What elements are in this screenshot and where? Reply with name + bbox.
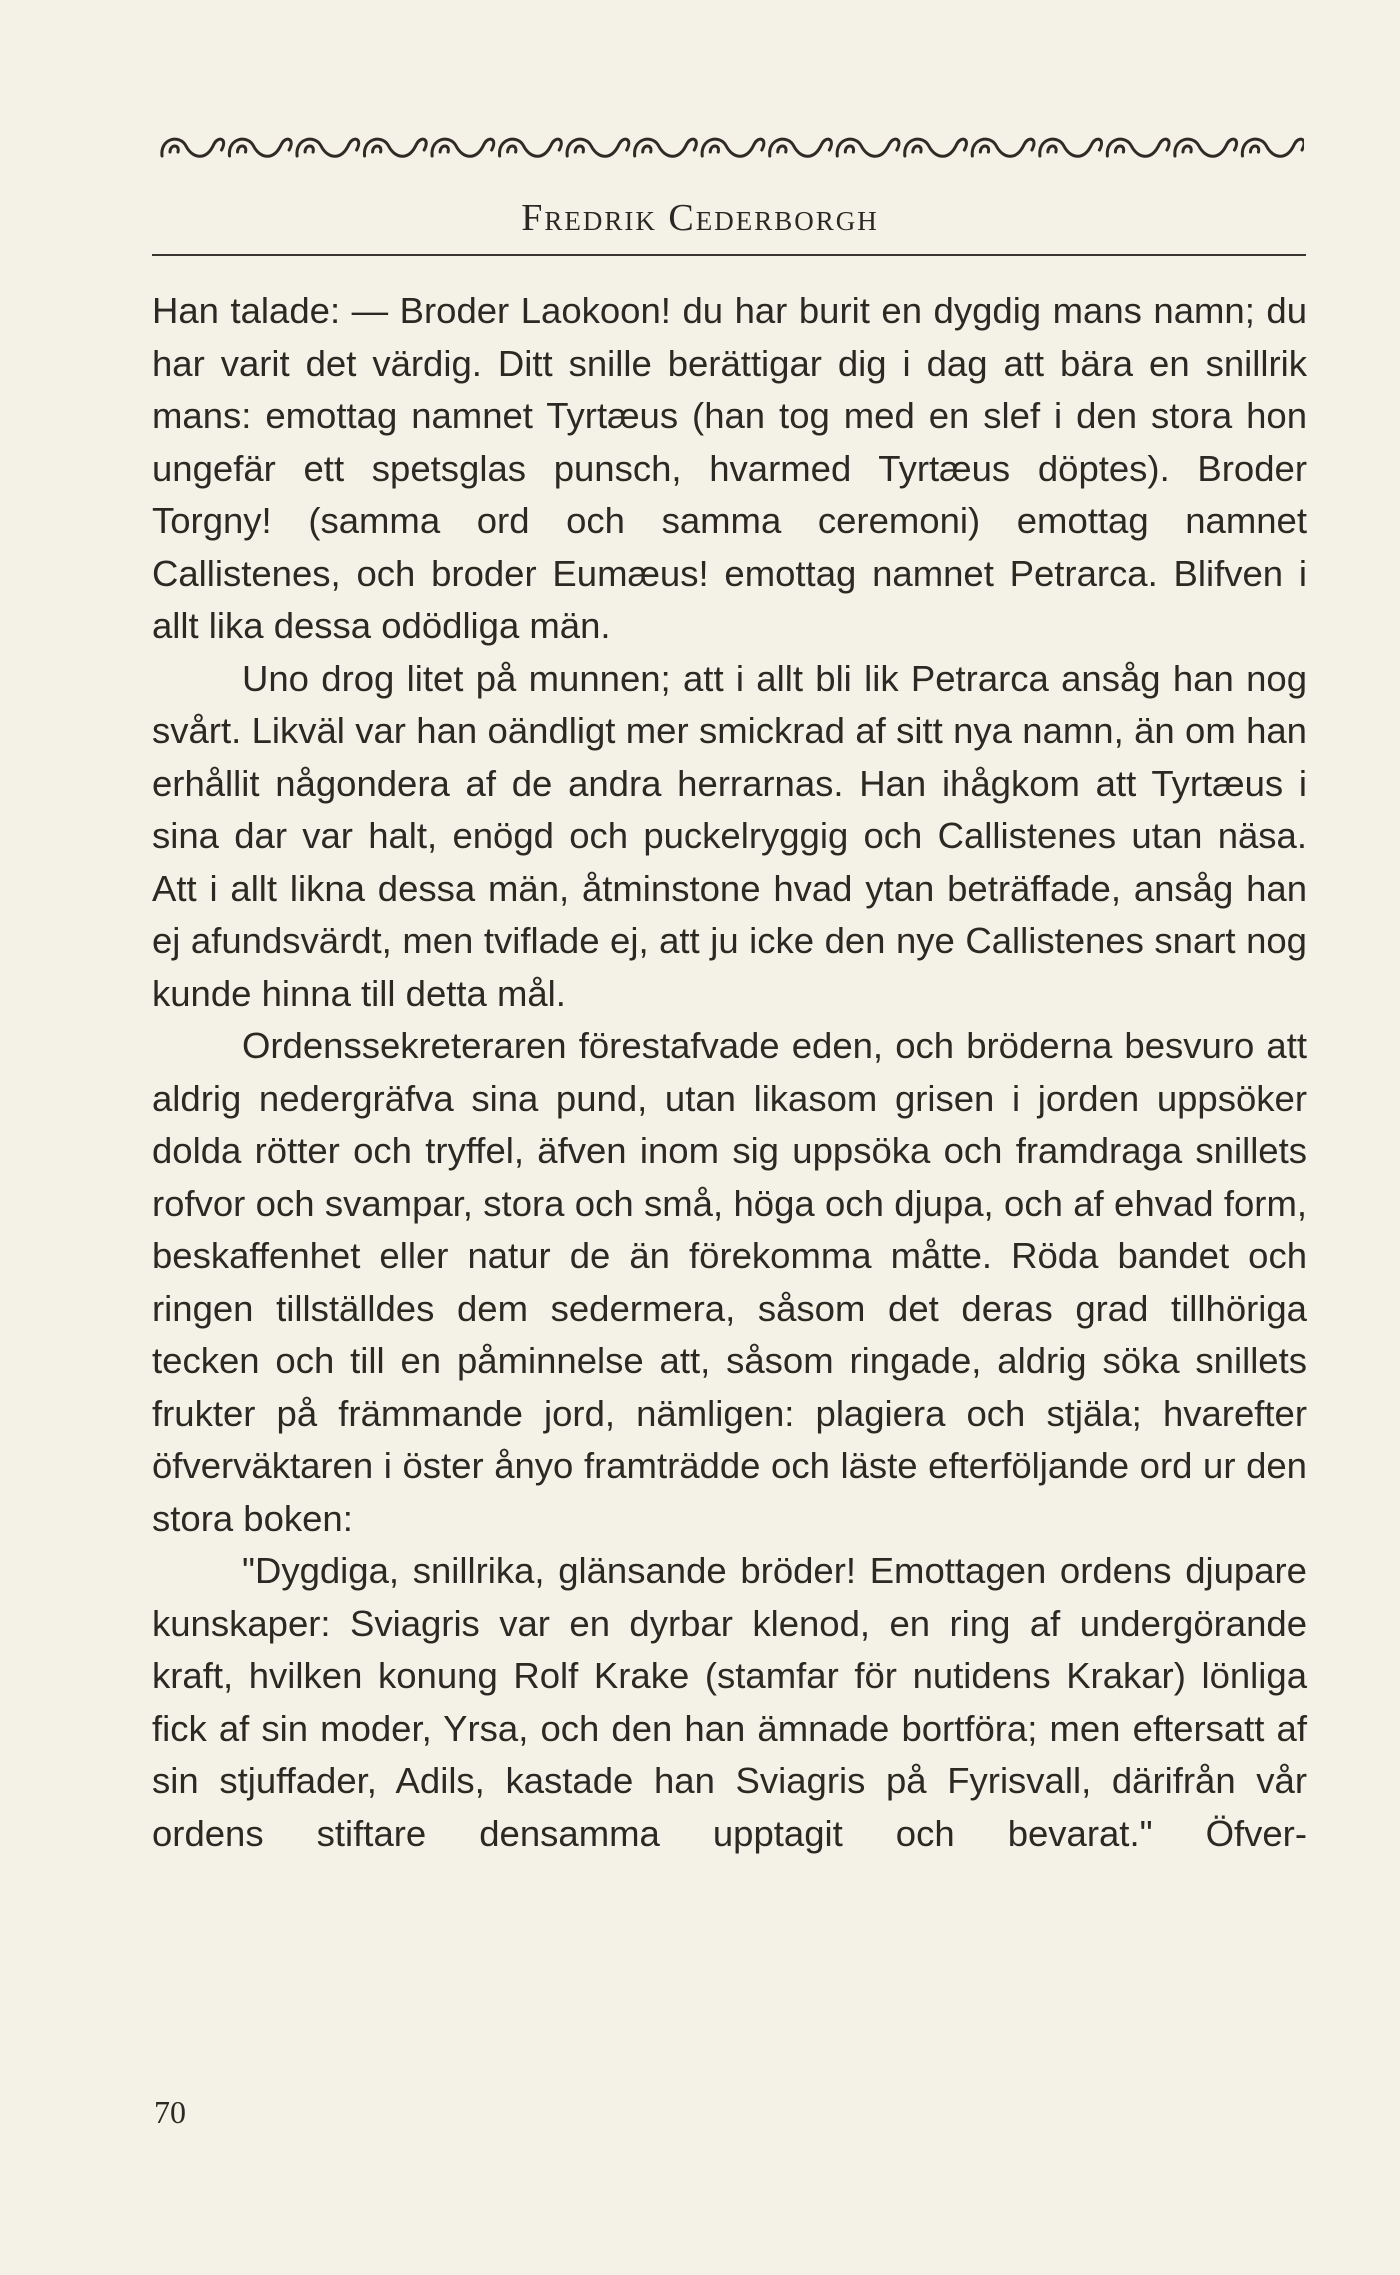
- ornament-curl: [643, 146, 651, 152]
- ornament-curl: [778, 146, 786, 152]
- ornament-curl: [913, 146, 921, 152]
- ornament-curl: [170, 146, 178, 152]
- ornament-curl: [845, 146, 853, 152]
- paragraph-2: Uno drog litet på munnen; att i allt bli lik Petrarca ansåg han nog svårt. Likväl var han oändligt mer smickrad af sitt nya namn, än om han erhållit någondera af de andra herrarnas. Han ihågkom att Tyrtæus i sina dar var halt, enögd och puckelryggig och Callistenes utan näsa. Att i allt likna dessa män, åtminstone hvad ytan beträffade, ansåg han ej afundsvärdt, men tviflade ej, att ju icke den nye Callistenes snart nog kunde hinna till detta mål.: [152, 657, 1307, 1014]
- ornament-curl: [1048, 146, 1056, 152]
- ornament-curl: [305, 146, 313, 152]
- ornament-curl: [710, 146, 718, 152]
- ornament-curl: [1250, 146, 1258, 152]
- paragraph-1: Han talade: — Broder Laokoon! du har burit en dygdig mans namn; du har varit det värdig. Ditt snille berättigar dig i dag att bära en snillrik mans: emottag namnet Tyrtæus (han tog med en slef i den stora hon ungefär ett spetsglas punsch, hvarmed Tyrtæus döptes). Broder Torgny! (samma ord och samma ceremoni) emottag namnet Callistenes, och broder Eumæus! emottag namnet Petrarca. Blifven i allt lika dessa odödliga män.: [152, 290, 1307, 646]
- paragraph-4: "Dygdiga, snillrika, glänsande bröder! Emottagen ordens djupare kunskaper: Sviagris var en dyrbar klenod, en ring af undergörande kraft, hvilken konung Rolf Krake (stamfar för nutidens Krakar) lönliga fick af sin moder, Yrsa, och den han ämnade bortföra; men eftersatt af sin stjuffader, Adils, kastade han Sviagris på Fyrisvall, därifrån vår ordens stiftare densamma upptagit och bevarat." Öfver-: [152, 1550, 1307, 1854]
- decorative-header-ornament: [156, 128, 1304, 168]
- page-number: 70: [154, 2094, 186, 2130]
- ornament-curl: [1183, 146, 1191, 152]
- running-head-title: Fredrik Cederborgh: [521, 197, 879, 239]
- ornament-curl: [1115, 146, 1123, 152]
- ornament-curl: [440, 146, 448, 152]
- ornament-curl: [508, 146, 516, 152]
- paragraph-3: Ordenssekreteraren förestafvade eden, och bröderna besvuro att aldrig nedergräfva sina pund, utan likasom grisen i jorden uppsöker dolda rötter och tryffel, äfven inom sig uppsöka och framdraga snillets rofvor och svampar, stora och små, höga och djupa, och af ehvad form, beskaffenhet eller natur de än förekomma måtte. Röda bandet och ringen tillställdes dem sedermera, såsom det deras grad tillhöriga tecken och till en påminnelse att, såsom ringade, aldrig söka snillets frukter på främmande jord, nämligen: plagiera och stjäla; hvarefter öfverväktaren i öster ånyo framträdde och läste efterföljande ord ur den stora boken:: [152, 1025, 1307, 1539]
- ornament-curl: [980, 146, 988, 152]
- ornament-curl: [575, 146, 583, 152]
- body-text: [152, 285, 1307, 1860]
- ornament-scrolls: [162, 139, 1304, 156]
- ornament-curl: [373, 146, 381, 152]
- header-rule-divider: [152, 254, 1306, 256]
- ornament-curl: [238, 146, 246, 152]
